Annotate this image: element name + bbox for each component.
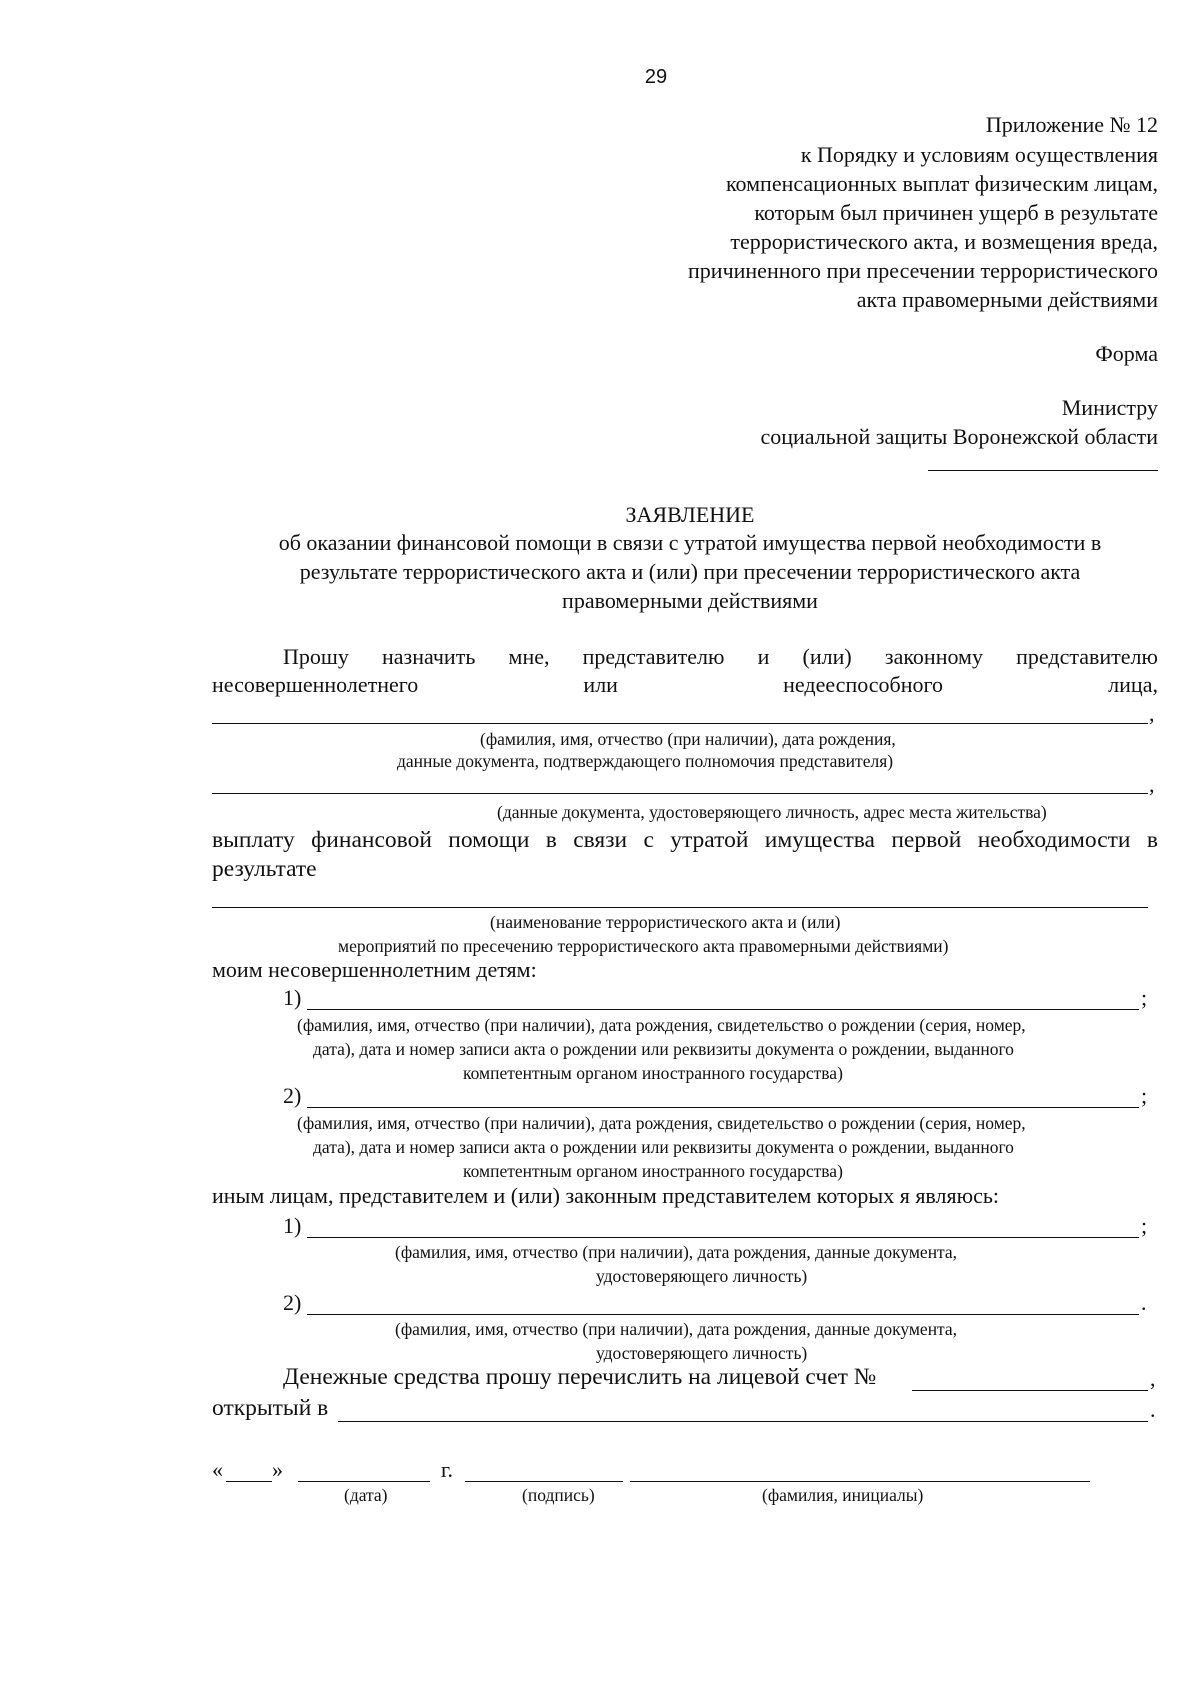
quote-close: » xyxy=(272,1457,283,1482)
payment-word: первой xyxy=(891,827,962,853)
payment-word: связи xyxy=(573,827,628,853)
entry-end: . xyxy=(1141,1290,1147,1315)
addressee-signature-line[interactable] xyxy=(928,470,1158,471)
title-heading: ЗАЯВЛЕНИЕ xyxy=(625,502,755,527)
field-caption: удостоверяющего личность) xyxy=(596,1343,808,1363)
entry-number: 1) xyxy=(283,1213,302,1238)
intro-word: назначить xyxy=(381,644,476,669)
child-1-field[interactable] xyxy=(307,1009,1139,1010)
payment-word: помощи xyxy=(448,827,530,853)
signature-caption: (подпись) xyxy=(522,1485,595,1505)
entry-end: ; xyxy=(1141,1213,1148,1238)
others-label: иным лицам, представителем и (или) законным представителем которых я являюсь: xyxy=(212,1183,999,1208)
intro-word: представителю xyxy=(1016,644,1158,669)
payment-word: имущества xyxy=(764,827,875,853)
representative-name-field[interactable] xyxy=(212,723,1148,724)
field-caption: дата), дата и номер записи акта о рождении или реквизиты документа о рождении, выданного xyxy=(313,1137,1014,1157)
field-comma: , xyxy=(1149,701,1155,726)
field-caption: мероприятий по пресечению террористического акта правомерными действиями) xyxy=(338,936,949,956)
field-caption: удостоверяющего личность) xyxy=(596,1266,808,1286)
field-period: . xyxy=(1150,1397,1156,1422)
form-label: Форма xyxy=(1095,341,1158,366)
appendix-line: террористического акта, и возмещения вреда, xyxy=(730,229,1158,254)
payment-word: в xyxy=(545,827,557,853)
appendix-line: акта правомерными действиями xyxy=(856,287,1158,312)
title-subtitle-line: результате террористического акта и (или) при пресечении террористического акта xyxy=(299,559,1081,584)
month-field[interactable] xyxy=(298,1481,430,1482)
bank-name-field[interactable] xyxy=(338,1421,1148,1422)
entry-end: ; xyxy=(1141,985,1148,1010)
field-caption: компетентным органом иностранного государства) xyxy=(463,1161,843,1181)
field-caption: (фамилия, имя, отчество (при наличии), дата рождения, свидетельство о рождении (серия, номер, xyxy=(297,1113,1026,1133)
bank-line-1: Денежные средства прошу перечислить на лицевой счет № xyxy=(283,1364,877,1390)
bank-line-2: открытый в xyxy=(212,1395,329,1421)
intro-word: Прошу xyxy=(283,644,349,669)
field-caption: (данные документа, удостоверяющего личность, адрес места жительства) xyxy=(497,802,1047,822)
field-comma: , xyxy=(1150,1366,1156,1391)
appendix-line: Приложение № 12 xyxy=(985,112,1158,137)
date-caption: (дата) xyxy=(344,1485,388,1505)
payment-word: в xyxy=(1146,827,1158,853)
payment-word: необходимости xyxy=(977,827,1131,853)
payment-word: выплату xyxy=(212,827,295,853)
entry-number: 1) xyxy=(283,985,302,1010)
intro-word: представителю xyxy=(582,644,725,669)
appendix-line: которым был причинен ущерб в результате xyxy=(754,200,1158,225)
field-caption: дата), дата и номер записи акта о рождении или реквизиты документа о рождении, выданного xyxy=(313,1039,1014,1059)
title-subtitle-line: правомерными действиями xyxy=(562,588,818,613)
appendix-line: причиненного при пресечении террористического xyxy=(688,258,1158,283)
year-suffix: г. xyxy=(441,1457,454,1482)
intro-line-2 xyxy=(212,672,1158,698)
other-person-1-field[interactable] xyxy=(307,1237,1139,1238)
other-person-2-field[interactable] xyxy=(307,1314,1139,1315)
intro-word: (или) xyxy=(802,644,852,669)
children-label: моим несовершеннолетним детям: xyxy=(212,957,537,982)
field-caption: (фамилия, имя, отчество (при наличии), дата рождения, данные документа, xyxy=(395,1242,958,1262)
field-caption: (наименование террористического акта и (или) xyxy=(490,912,841,932)
payment-word: утратой xyxy=(670,827,749,853)
day-field[interactable] xyxy=(226,1481,272,1482)
identity-document-field[interactable] xyxy=(212,793,1148,794)
payment-line-1 xyxy=(212,827,1158,854)
intro-word: и xyxy=(757,644,770,669)
appendix-line: к Порядку и условиям осуществления xyxy=(800,142,1158,167)
entry-end: ; xyxy=(1141,1083,1148,1108)
payment-word: с xyxy=(643,827,654,853)
intro-word: лица, xyxy=(1108,672,1158,697)
intro-word: несовершеннолетнего xyxy=(212,672,419,697)
terrorist-act-field[interactable] xyxy=(212,907,1148,908)
field-caption: данные документа, подтверждающего полномочия представителя) xyxy=(397,751,894,771)
field-caption: (фамилия, имя, отчество (при наличии), дата рождения, xyxy=(480,729,896,749)
payment-word: финансовой xyxy=(311,827,432,853)
field-caption: (фамилия, имя, отчество (при наличии), дата рождения, данные документа, xyxy=(395,1319,958,1339)
addressee-line: Министру xyxy=(1061,395,1158,420)
page-number: 29 xyxy=(644,66,668,88)
field-caption: компетентным органом иностранного государства) xyxy=(463,1063,843,1083)
child-2-field[interactable] xyxy=(307,1107,1139,1108)
addressee-line: социальной защиты Воронежской области xyxy=(760,424,1158,449)
intro-word: или xyxy=(583,672,618,697)
intro-word: мне, xyxy=(508,644,550,669)
name-caption: (фамилия, инициалы) xyxy=(762,1485,924,1505)
full-name-field[interactable] xyxy=(630,1481,1090,1482)
intro-word: недееспособного xyxy=(783,672,943,697)
field-comma: , xyxy=(1149,772,1155,797)
payment-line-2: результате xyxy=(212,856,317,882)
entry-number: 2) xyxy=(283,1083,302,1108)
field-caption: (фамилия, имя, отчество (при наличии), дата рождения, свидетельство о рождении (серия, номер, xyxy=(297,1015,1026,1035)
title-subtitle-line: об оказании финансовой помощи в связи с утратой имущества первой необходимости в xyxy=(278,530,1102,555)
intro-line-1 xyxy=(283,644,1158,670)
quote-open: « xyxy=(212,1457,223,1482)
signature-field[interactable] xyxy=(465,1481,623,1482)
entry-number: 2) xyxy=(283,1290,302,1315)
appendix-line: компенсационных выплат физическим лицам, xyxy=(725,171,1158,196)
intro-word: законному xyxy=(884,644,983,669)
account-number-field[interactable] xyxy=(912,1390,1148,1391)
